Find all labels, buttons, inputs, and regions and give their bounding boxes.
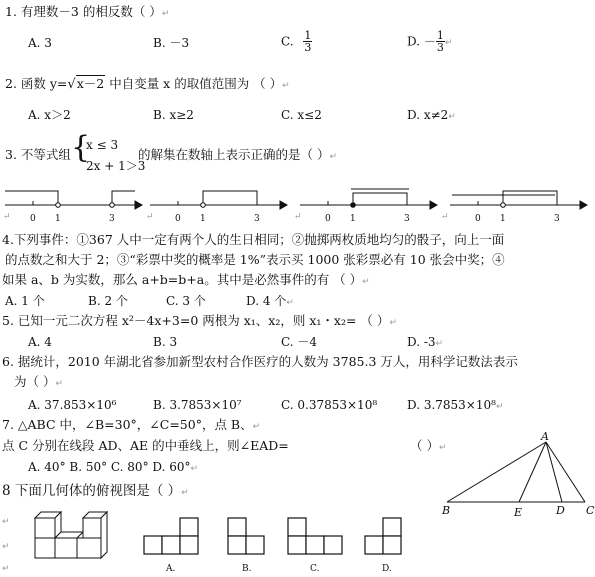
- q1-option-c: C. $\frac{1}{3}$: [281, 29, 312, 54]
- q6-option-d: D. 3.7853×10⁸↵: [407, 398, 504, 412]
- tick-label: 3: [254, 214, 260, 224]
- tick-label: 3: [554, 214, 560, 224]
- tick-label: 1: [200, 214, 206, 224]
- svg-text:↵: ↵: [146, 212, 154, 222]
- q2-option-c: C. x≤2: [281, 108, 322, 122]
- q7-line-2: 点 C 分别在线段 AD、AE 的中垂线上，则∠EAD=: [2, 438, 289, 453]
- svg-text:↵: ↵: [441, 212, 449, 222]
- q2-stem: 2. 函数 y=√x－2 中自变量 x 的取值范围为 （ ）↵: [5, 76, 290, 92]
- q1-option-a: A. 3: [28, 36, 52, 50]
- svg-text:↵: ↵: [294, 212, 302, 222]
- q5-stem: 5. 已知一元二次方程 x²－4x+3=0 两根为 x₁、x₂，则 x₁・x₂= （ ）↵: [2, 313, 397, 328]
- triangle-figure: [440, 430, 595, 520]
- svg-text:↵: ↵: [3, 212, 11, 222]
- brace-symbol: {: [71, 130, 91, 165]
- q4-line-1: 4.下列事件：①367 人中一定有两个人的生日相同；②抛掷两枚质地均匀的骰子，向上一面: [2, 232, 505, 247]
- choice-d-view: [365, 518, 401, 554]
- q8-choices: [140, 512, 595, 577]
- q7-options: A. 40° B. 50° C. 80° D. 60°↵: [28, 460, 199, 474]
- q6-line-2: 为（ ）↵: [14, 374, 64, 389]
- q3-inequality-2: 2x + 1＞3: [86, 159, 146, 173]
- choice-c-view: [288, 518, 342, 554]
- q6-option-b: B. 3.7853×10⁷: [153, 398, 242, 412]
- vertex-label-e: E: [514, 506, 523, 519]
- q6-option-c: C. 0.37853×10⁸: [281, 398, 378, 412]
- choice-b-view: [228, 518, 264, 554]
- q3-inequality-1: x ≤ 3: [86, 138, 119, 152]
- tick-label: 0: [30, 214, 36, 224]
- q7-line-1: 7. △ABC 中，∠B=30°，∠C=50°，点 B、↵: [2, 417, 261, 432]
- tick-label: 0: [475, 214, 481, 224]
- choice-label-a: A.: [166, 564, 176, 574]
- q8-stem: 8 下面几何体的俯视图是（ ）↵: [2, 483, 189, 499]
- tick-label: 0: [175, 214, 181, 224]
- q6-option-a: A. 37.853×10⁶: [28, 398, 117, 412]
- q5-option-a: A. 4: [28, 335, 52, 349]
- q4-option-d: D. 4 个↵: [246, 294, 294, 308]
- line-end-mark: ↵: [2, 517, 10, 527]
- q4-option-c: C. 3 个: [166, 294, 206, 308]
- solid-3d-figure: [25, 508, 110, 560]
- vertex-label-c: C: [586, 504, 595, 517]
- vertex-label-b: B: [442, 504, 451, 517]
- q1-option-b: B. －3: [153, 36, 190, 50]
- q2-option-d: D. x≠2↵: [407, 108, 456, 122]
- q4-line-3: 如果 a、b 为实数，那么 a+b=b+a。其中是必然事件的有 （ ）↵: [2, 272, 370, 287]
- q3-stem-prefix: 3. 不等式组: [5, 147, 71, 162]
- line-end-mark: ↵: [2, 542, 10, 552]
- tick-label: 1: [350, 214, 356, 224]
- q5-option-b: B. 3: [153, 335, 178, 349]
- tick-label: 0: [325, 214, 331, 224]
- q1-stem: 1. 有理数－3 的相反数（ ）↵: [5, 4, 170, 19]
- q2-option-b: B. x≥2: [153, 108, 194, 122]
- tick-label: 3: [109, 214, 115, 224]
- choice-label-b: B.: [242, 564, 252, 574]
- q3-stem-suffix: 的解集在数轴上表示正确的是（ ）↵: [138, 147, 338, 162]
- choice-label-c: C.: [310, 564, 320, 574]
- choice-label-d: D.: [382, 564, 392, 574]
- number-line-b: [150, 191, 287, 209]
- vertex-label-d: D: [556, 504, 565, 517]
- number-line-d: [450, 191, 587, 209]
- q2-option-a: A. x＞2: [28, 108, 71, 122]
- q5-option-c: C. －4: [281, 335, 318, 349]
- number-lines: [0, 183, 595, 228]
- number-line-c: [300, 189, 437, 209]
- q6-line-1: 6. 据统计，2010 年湖北省参加新型农村合作医疗的人数为 3785.3 万人，用科学记数法表示: [2, 354, 518, 369]
- vertex-label-a: A: [541, 430, 549, 443]
- q7-answer-paren: （ ）↵: [410, 438, 447, 453]
- number-line-a: [5, 191, 142, 209]
- q4-line-2: 的点数之和大于 2；③“彩票中奖的概率是 1%”表示买 1000 张彩票必有 10 张会中奖；④: [5, 252, 505, 267]
- q1-option-d: D. － $\frac{1}{3}$ ↵: [407, 29, 453, 54]
- tick-label: 1: [500, 214, 506, 224]
- line-end-mark: ↵: [2, 564, 10, 574]
- q5-option-d: D. -3↵: [407, 335, 444, 349]
- q4-option-b: B. 2 个: [88, 294, 128, 308]
- choice-a-view: [144, 518, 198, 554]
- tick-label: 1: [55, 214, 61, 224]
- tick-label: 3: [404, 214, 410, 224]
- q4-option-a: A. 1 个: [5, 294, 45, 308]
